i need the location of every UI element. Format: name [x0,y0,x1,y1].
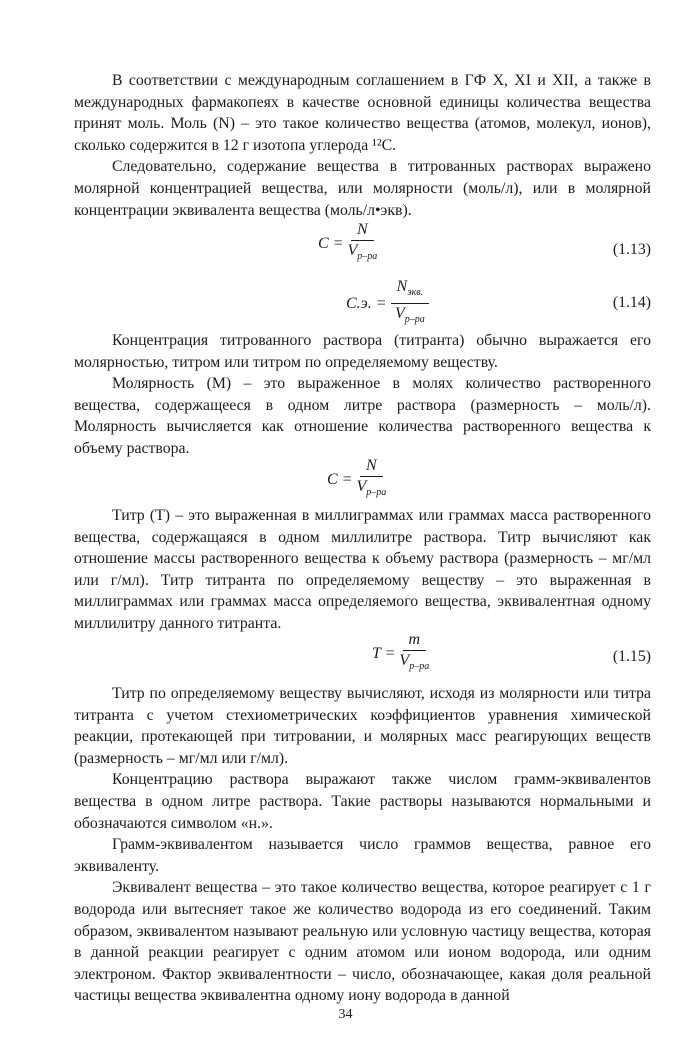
formula-lhs: T = [372,644,396,662]
denominator [356,477,386,502]
formula-lhs: C.э. = [346,294,387,312]
text-block-3 [74,505,651,635]
formula-1-13 [318,221,377,266]
denominator-subscript: р–ра [357,251,378,262]
numerator: m [403,631,427,651]
numerator: N [351,221,374,241]
denominator-subscript: р–ра [366,487,387,498]
numerator [391,278,430,304]
equation-number-1-13: (1.13) [612,241,651,258]
fraction [391,278,430,329]
text-block-1 [74,70,651,221]
denominator [399,651,429,676]
fraction [356,457,386,502]
fraction [347,221,377,266]
formula-1-14 [346,278,429,329]
formula-lhs: C = [327,470,353,488]
denominator-symbol: V [347,242,358,259]
paragraph-concentration: Следовательно, содержание вещества в титрованных растворах выражено молярной концентрацией вещества, или молярности (моль/л), или в молярной концентрации эквивалента вещества (моль/л•экв). [74,158,651,219]
formula-lhs: C = [318,234,344,252]
text-block-2 [74,330,651,460]
denominator-symbol: V [356,478,367,495]
equation-number-1-15: (1.15) [612,648,651,665]
page-number: 34 [338,1007,353,1022]
paragraph-titrant-concentration: Концентрация титрованного раствора (титранта) обычно выражается его молярностью, титром или титром по определяемому веществу. [74,332,651,371]
paragraph-moles: В соответствии с международным соглашением в ГФ X, XI и XII, а также в международных фармакопеях в качестве основной единицы количества вещества принят моль. Моль (N) – это такое количество вещества (атомов, молекул, ионов), сколько содержится в 12 г изотопа углерода ¹²C. [74,72,651,154]
denominator-subscript: р–ра [404,314,425,325]
paragraph-gram-equivalent: Грамм-эквивалентом называется число граммов вещества, равное его эквиваленту. [74,836,651,875]
formula-1-15 [372,631,429,676]
numerator: N [360,457,383,477]
fraction [399,631,429,676]
equation-number-1-14: (1.14) [612,294,651,311]
denominator [395,304,425,329]
paragraph-molarity: Молярность (М) – это выраженное в молях количество растворенного вещества, содержащееся в одном литре раствора (размерность – моль/л). Молярность вычисляется как отношение количества растворенного вещества к объему раствора. [74,375,651,457]
text-block-4 [74,683,651,1007]
denominator-symbol: V [394,305,405,322]
paragraph-titer-by-analyte: Титр по определяемому веществу вычисляют, исходя из молярности или титра титранта с учетом стехиометрических коэффициентов уравнения химической реакции, протекающей при титровании, и молярных масс реагирующих веществ (размерность – мг/мл или г/мл). [74,685,651,767]
paragraph-equivalent: Эквивалент вещества – это такое количество вещества, которое реагирует с 1 г водорода или вытесняет такое же количество водорода из его соединений. Таким образом, эквивалентом называют реальную или условную частицу вещества, которая в данной реакции реагирует с одним атомом или ионом водорода, или одним электроном. Фактор эквивалентности – число, обозначающее, какая доля реальной частицы вещества эквивалентна одному иону водорода в данной [74,879,651,1005]
numerator-subscript: экв. [407,287,424,298]
denominator-symbol: V [399,652,410,669]
paragraph-normality: Концентрацию раствора выражают также числом грамм-эквивалентов вещества в одном литре раствора. Такие растворы называются нормальными и обозначаются символом «н.». [74,771,651,832]
paragraph-titer: Титр (Т) – это выраженная в миллиграммах или граммах масса растворенного вещества, содержащаяся в одном миллилитре раствора. Титр вычисляют как отношение массы растворенного вещества к объему раствора (размерность – мг/мл или г/мл). Титр титранта по определяемому веществу – это выраженная в миллиграммах или граммах масса определяемого вещества, эквивалентная одному миллилитру данного титранта. [74,507,651,632]
formula-molarity [327,457,386,502]
numerator-symbol: N [396,278,408,295]
denominator-subscript: р–ра [409,661,430,672]
denominator [347,241,377,266]
